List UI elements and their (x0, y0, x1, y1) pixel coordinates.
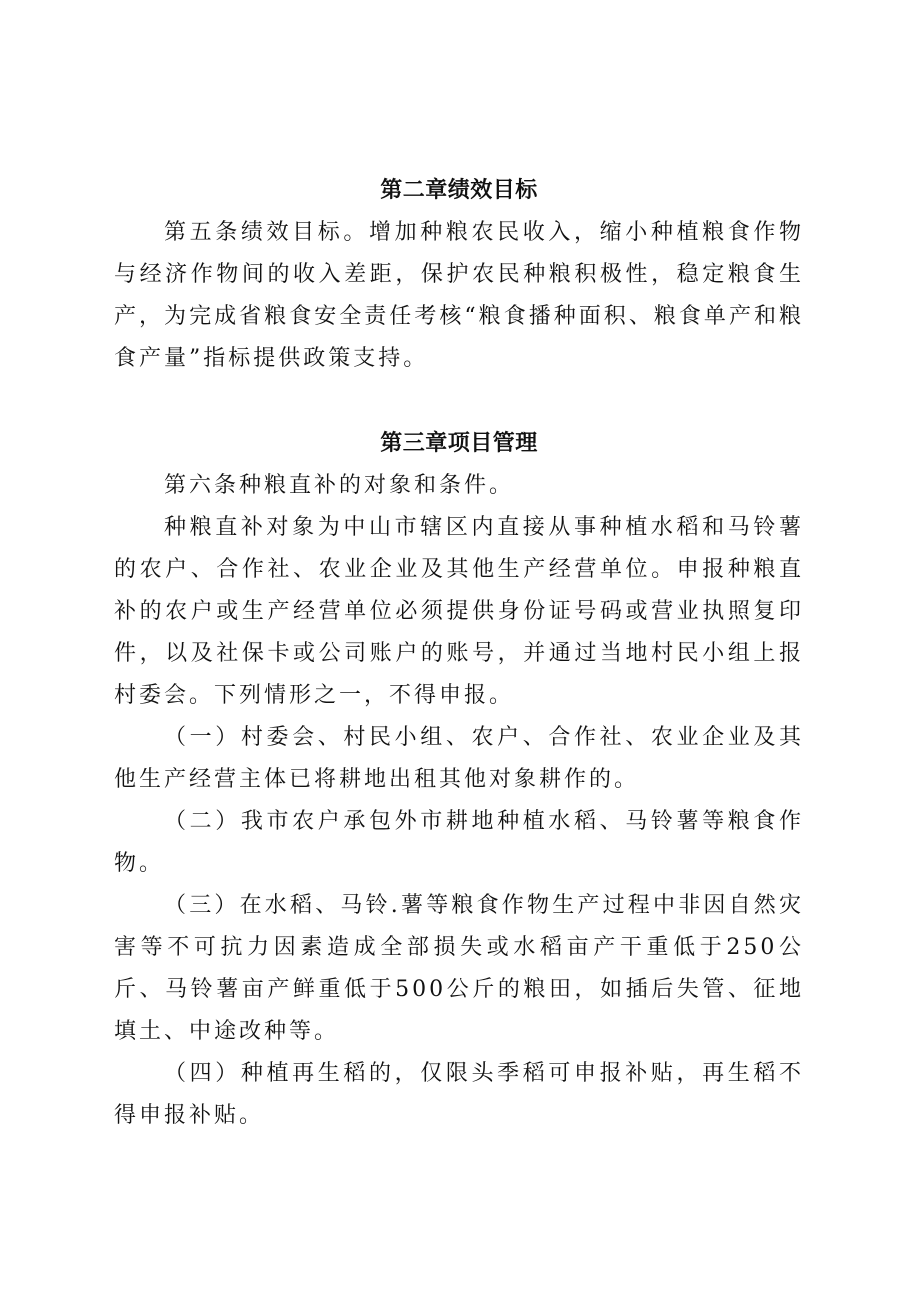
condition-item-1: （一）村委会、村民小组、农户、合作社、农业企业及其他生产经营主体已将耕地出租其他对象耕作的。 (114, 725, 804, 792)
chapter-2-title: 第二章绩效目标 (380, 178, 538, 203)
condition-item-2: （二）我市农户承包外市耕地种植水稻、马铃薯等粮食作物。 (114, 809, 804, 876)
article-6-heading: 第六条种粮直补的对象和条件。 (164, 473, 515, 498)
document-body (114, 170, 804, 1137)
chapter-3-title: 第三章项目管理 (380, 431, 538, 456)
article-5-paragraph: 第五条绩效目标。增加种粮农民收入，缩小种植粮食作物与经济作物间的收入差距，保护农民种粮积极性，稳定粮食生产，为完成省粮食安全责任考核“粮食播种面积、粮食单产和粮食产量”指标提供政策支持。 (114, 220, 804, 371)
condition-item-4: （四）种植再生稻的，仅限头季稻可申报补贴，再生稻不得申报补贴。 (114, 1061, 804, 1128)
condition-item-3: （三）在水稻、马铃.薯等粮食作物生产过程中非因自然灾害等不可抗力因素造成全部损失或水稻亩产干重低于250公斤、马铃薯亩产鲜重低于500公斤的粮田，如插后失管、征地填土、中途改种等。 (114, 893, 804, 1044)
article-6-body-paragraph: 种粮直补对象为中山市辖区内直接从事种植水稻和马铃薯的农户、合作社、农业企业及其他生产经营单位。申报种粮直补的农户或生产经营单位必须提供身份证号码或营业执照复印件，以及社保卡或公司账户的账号，并通过当地村民小组上报村委会。下列情形之一，不得申报。 (114, 515, 804, 708)
